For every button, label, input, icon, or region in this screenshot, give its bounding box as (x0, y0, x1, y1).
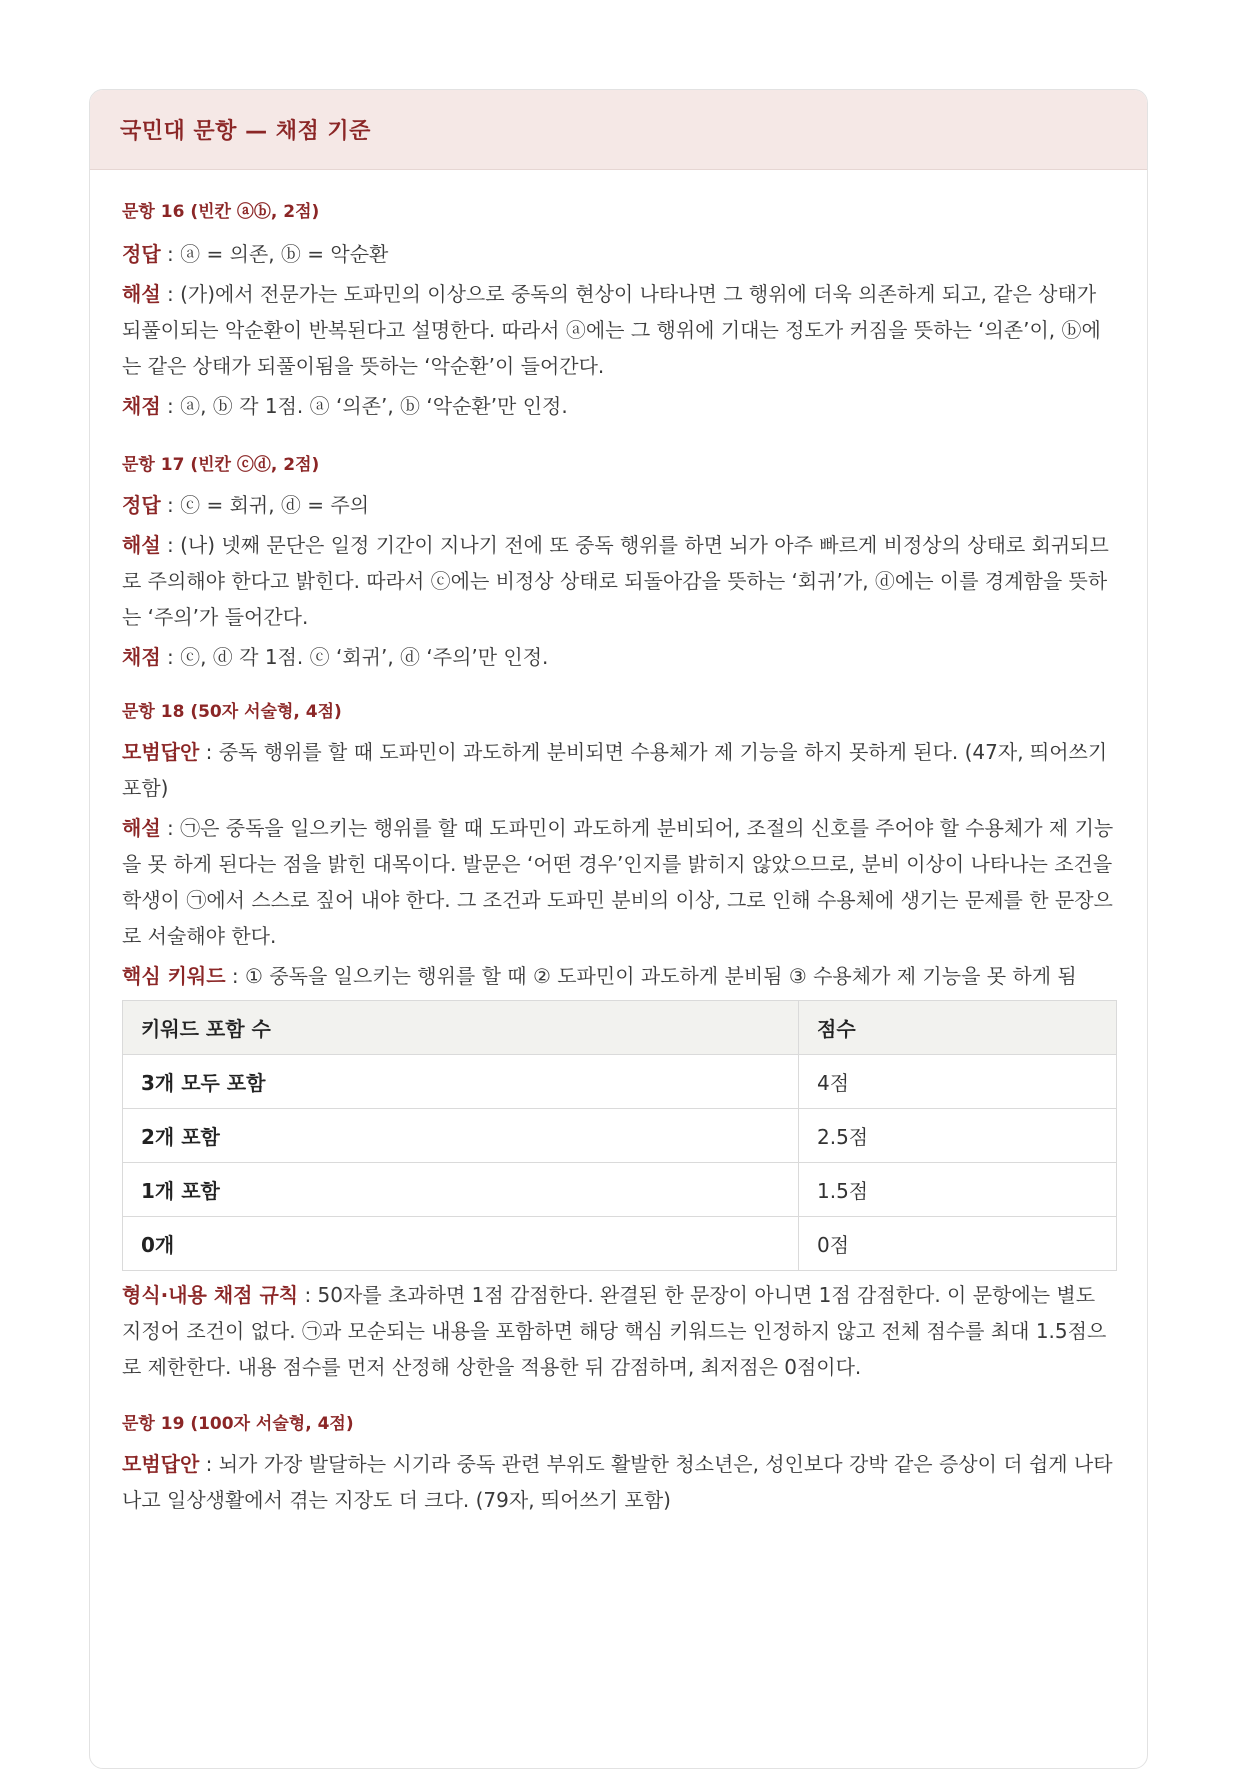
grading-text: : ⓐ, ⓑ 각 1점. ⓐ ‘의존’, ⓑ ‘악순환’만 인정. (160, 394, 568, 418)
keyword-label: 핵심 키워드 (122, 964, 226, 988)
explanation-text: : ㉠은 중독을 일으키는 행위를 할 때 도파민이 과도하게 분비되어, 조절의 신호를 주어야 할 수용체가 제 기능을 못 하게 된다는 점을 밝힌 대목이다. 발문은 ‘어떤 경우’인지를 밝히지 않았으므로, 분비 이상이 나타나는 조건을 학생이 ㉠에서 스스로 짚어 내야 한다. 그 조건과 도파민 분비의 이상, 그로 인해 수용체에 생기는 문제를 한 문장으로 서술해야 한다. (122, 816, 1114, 948)
grading-rules-text: : 50자를 초과하면 1점 감점한다. 완결된 한 문장이 아니면 1점 감점한다. 이 문항에는 별도 지정어 조건이 없다. ㉠과 모순되는 내용을 포함하면 해당 핵심 키워드는 인정하지 않고 전체 점수를 최대 1.5점으로 제한한다. 내용 점수를 먼저 산정해 상한을 적용한 뒤 감점하며, 최저점은 0점이다. (122, 1283, 1107, 1379)
q17-answer (122, 487, 1115, 523)
model-answer-label: 모범답안 (122, 1452, 200, 1476)
keyword-text: : ① 중독을 일으키는 행위를 할 때 ② 도파민이 과도하게 분비됨 ③ 수용체가 제 기능을 못 하게 됨 (225, 964, 1077, 988)
explanation-label: 해설 (122, 816, 161, 840)
answer-text: : ⓒ = 회귀, ⓓ = 주의 (160, 493, 370, 517)
table-row (123, 1055, 1117, 1109)
card-header (90, 90, 1147, 170)
question-19 (122, 1385, 1115, 1518)
q18-grading-rules (122, 1277, 1115, 1385)
table-row (123, 1217, 1117, 1271)
explanation-text: : (가)에서 전문가는 도파민의 이상으로 중독의 현상이 나타나면 그 행위에 더욱 의존하게 되고, 같은 상태가 되풀이되는 악순환이 반복된다고 설명한다. 따라서 ⓐ에는 그 행위에 기대는 정도가 커짐을 뜻하는 ‘의존’이, ⓑ에는 같은 상태가 되풀이됨을 뜻하는 ‘악순환’이 들어간다. (122, 282, 1101, 378)
grading-label: 채점 (122, 645, 161, 669)
question-16-title: 문항 16 (빈칸 ⓐⓑ, 2점) (122, 202, 320, 222)
grading-label: 채점 (122, 394, 161, 418)
table-header-score: 점수 (799, 1001, 1117, 1055)
answer-label: 정답 (122, 242, 161, 266)
table-cell-keyword-count: 3개 모두 포함 (123, 1055, 799, 1109)
question-17 (122, 424, 1115, 675)
table-cell-score: 2.5점 (799, 1109, 1117, 1163)
card-content (90, 170, 1147, 1518)
explanation-label: 해설 (122, 282, 161, 306)
table-row (123, 1109, 1117, 1163)
explanation-text: : (나) 넷째 문단은 일정 기간이 지나기 전에 또 중독 행위를 하면 뇌가 아주 빠르게 비정상의 상태로 회귀되므로 주의해야 한다고 밝힌다. 따라서 ⓒ에는 비정상 상태로 되돌아감을 뜻하는 ‘회귀’가, ⓓ에는 이를 경계함을 뜻하는 ‘주의’가 들어간다. (122, 533, 1109, 629)
table-cell-keyword-count: 1개 포함 (123, 1163, 799, 1217)
model-answer-text: : 중독 행위를 할 때 도파민이 과도하게 분비되면 수용체가 제 기능을 하지 못하게 된다. (47자, 띄어쓰기 포함) (122, 740, 1108, 800)
model-answer-text: : 뇌가 가장 발달하는 시기라 중독 관련 부위도 활발한 청소년은, 성인보다 강박 같은 증상이 더 쉽게 나타나고 일상생활에서 겪는 지장도 더 크다. (79자, 띄어쓰기 포함) (122, 1452, 1113, 1512)
table-header-row (123, 1001, 1117, 1055)
q17-grading (122, 639, 1115, 675)
model-answer-label: 모범답안 (122, 740, 200, 764)
table-cell-keyword-count: 2개 포함 (123, 1109, 799, 1163)
table-cell-score: 4점 (799, 1055, 1117, 1109)
grading-text: : ⓒ, ⓓ 각 1점. ⓒ ‘회귀’, ⓓ ‘주의’만 인정. (160, 645, 549, 669)
table-cell-keyword-count: 0개 (123, 1217, 799, 1271)
keyword-score-table (122, 1000, 1117, 1271)
q19-model-answer (122, 1446, 1115, 1518)
question-19-title: 문항 19 (100자 서술형, 4점) (122, 1414, 354, 1434)
question-18 (122, 675, 1115, 1385)
question-16 (122, 170, 1115, 424)
question-17-title: 문항 17 (빈칸 ⓒⓓ, 2점) (122, 455, 320, 475)
page-title: 국민대 문항 — 채점 기준 (120, 119, 371, 144)
q16-explanation (122, 276, 1115, 384)
q18-model-answer (122, 734, 1115, 806)
table-cell-score: 0점 (799, 1217, 1117, 1271)
question-18-title: 문항 18 (50자 서술형, 4점) (122, 702, 342, 722)
grading-rules-label: 형식·내용 채점 규칙 (122, 1283, 299, 1307)
q16-grading (122, 388, 1115, 424)
table-header-keyword-count: 키워드 포함 수 (123, 1001, 799, 1055)
answer-text: : ⓐ = 의존, ⓑ = 악순환 (160, 242, 389, 266)
explanation-label: 해설 (122, 533, 161, 557)
q18-explanation (122, 810, 1115, 954)
q16-answer (122, 236, 1115, 272)
grading-card (89, 89, 1148, 1769)
q18-keywords (122, 958, 1115, 994)
q17-explanation (122, 527, 1115, 635)
table-row (123, 1163, 1117, 1217)
table-cell-score: 1.5점 (799, 1163, 1117, 1217)
answer-label: 정답 (122, 493, 161, 517)
